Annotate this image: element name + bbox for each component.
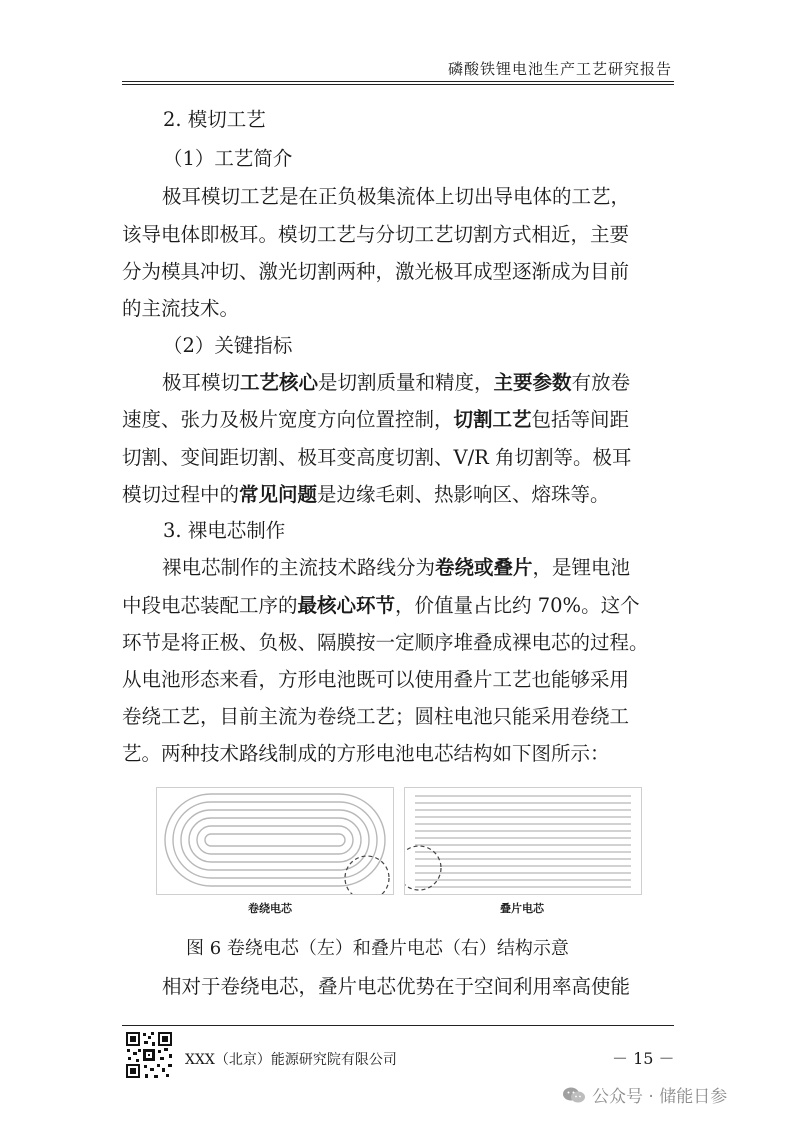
- header-rule-secondary: [122, 84, 674, 85]
- header-title: 磷酸铁锂电池生产工艺研究报告: [447, 60, 672, 78]
- winding-cell-diagram: [156, 787, 394, 895]
- para3-line-1: 裸电芯制作的主流技术路线分为卷绕或叠片，是锂电池: [162, 556, 631, 579]
- para3-line-5: 卷绕工艺，目前主流为卷绕工艺；圆柱电池只能采用卷绕工: [122, 705, 630, 728]
- para3-line-2: 中段电芯装配工序的最核心环节，价值量占比约 70%。这个: [122, 594, 640, 617]
- footer-rule: [122, 1025, 674, 1026]
- para2-line-1: 极耳模切工艺核心是切割质量和精度，主要参数有放卷: [162, 371, 631, 394]
- para1-line-4: 的主流技术。: [122, 297, 240, 320]
- para1-line-3: 分为模具冲切、激光切割两种，激光极耳成型逐渐成为目前: [122, 260, 630, 283]
- stacking-cell-diagram: [404, 787, 642, 895]
- highlight-winding-stacking: 卷绕或叠片: [435, 556, 533, 579]
- winding-cell-label: 卷绕电芯: [248, 902, 292, 915]
- para2-line-2: 速度、张力及极片宽度方向位置控制，切割工艺包括等间距: [122, 408, 630, 431]
- para1-line-2: 该导电体即极耳。模切工艺与分切工艺切割方式相近，主要: [122, 223, 630, 246]
- winding-cell-svg: [157, 788, 393, 894]
- highlight-cutting-process: 切割工艺: [453, 408, 532, 431]
- highlight-core-link: 最核心环节: [297, 594, 396, 617]
- page-number: － 15 －: [612, 1049, 675, 1068]
- section-2-heading: 2. 模切工艺: [163, 108, 266, 131]
- subsection-intro-heading: （1）工艺简介: [163, 147, 293, 170]
- wechat-icon: [562, 1086, 586, 1104]
- watermark-text: 公众号 · 储能日参: [592, 1087, 728, 1107]
- footer-company: XXX（北京）能源研究院有限公司: [185, 1052, 397, 1068]
- highlight-common-issues: 常见问题: [239, 483, 318, 506]
- watermark: [562, 1082, 727, 1107]
- stacking-cell-svg: [405, 788, 641, 894]
- qr-code: [124, 1030, 174, 1080]
- header-rule: [122, 81, 674, 82]
- qr-code-svg: [124, 1030, 174, 1080]
- para3-line-6: 艺。两种技术路线制成的方形电池电芯结构如下图所示：: [122, 742, 610, 765]
- section-3-heading: 3. 裸电芯制作: [163, 519, 286, 542]
- para3-line-3: 环节是将正极、负极、隔膜按一定顺序堆叠成裸电芯的过程。: [122, 631, 649, 654]
- para1-line-1: 极耳模切工艺是在正负极集流体上切出导电体的工艺，: [162, 185, 631, 208]
- closing-line: 相对于卷绕电芯，叠片电芯优势在于空间利用率高使能: [162, 975, 631, 998]
- para3-line-4: 从电池形态来看，方形电池既可以使用叠片工艺也能够采用: [122, 668, 630, 691]
- stacking-cell-label: 叠片电芯: [500, 902, 544, 915]
- highlight-process-core: 工艺核心: [240, 371, 319, 394]
- figure-caption: 图 6 卷绕电芯（左）和叠片电芯（右）结构示意: [186, 938, 569, 959]
- subsection-metrics-heading: （2）关键指标: [163, 334, 293, 357]
- para2-line-3: 切割、变间距切割、极耳变高度切割、V/R 角切割等。极耳: [122, 446, 632, 469]
- highlight-main-params: 主要参数: [493, 371, 572, 394]
- para2-line-4: 模切过程中的常见问题是边缘毛刺、热影响区、熔珠等。: [122, 483, 610, 506]
